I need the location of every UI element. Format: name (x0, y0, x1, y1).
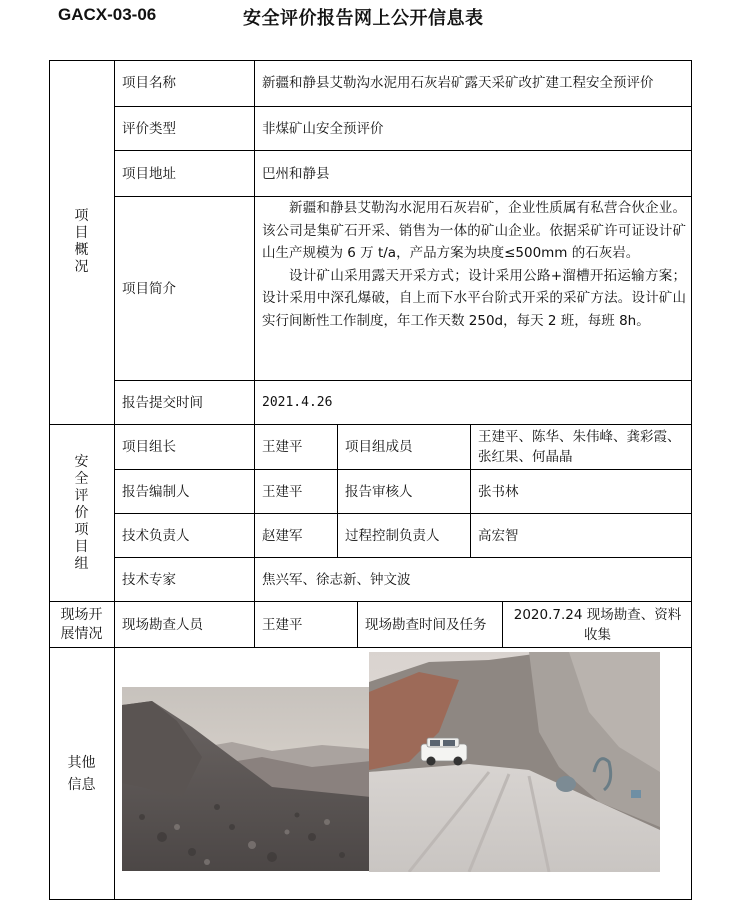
tech-experts-label: 技术专家 (114, 557, 254, 601)
site-time-value: 2020.7.24 现场勘查、资料收集 (502, 601, 692, 647)
report-reviewer-value: 张书林 (470, 469, 692, 513)
project-address-label: 项目地址 (114, 150, 254, 196)
document-code: GACX-03-06 (58, 5, 157, 24)
site-survey-value: 王建平 (254, 601, 357, 647)
document-title: 安全评价报告网上公开信息表 (243, 8, 484, 29)
section-overview: 项目概况 (74, 208, 89, 275)
team-members-value: 王建平、陈华、朱伟峰、龚彩霞、张红果、何晶晶 (470, 424, 692, 469)
project-address-value: 巴州和静县 (254, 150, 692, 196)
process-control-label: 过程控制负责人 (337, 513, 470, 557)
submit-time-label: 报告提交时间 (114, 380, 254, 424)
team-leader-value: 王建平 (254, 424, 337, 469)
quarry-road-photo (369, 652, 660, 872)
eval-type-value: 非煤矿山安全预评价 (254, 106, 692, 150)
tech-lead-value: 赵建军 (254, 513, 337, 557)
tech-experts-value: 焦兴军、徐志新、钟文波 (254, 557, 692, 601)
photos-cell (114, 647, 692, 900)
photo-right (369, 652, 660, 872)
site-survey-label: 现场勘查人员 (114, 601, 254, 647)
submit-time-value: 2021.4.26 (254, 380, 692, 424)
report-author-value: 王建平 (254, 469, 337, 513)
eval-type-label: 评价类型 (114, 106, 254, 150)
mountain-landscape-photo (122, 687, 371, 871)
project-intro-value (254, 196, 692, 380)
intro-paragraph-1: 新疆和静县艾勒沟水泥用石灰岩矿，企业性质属有私营合伙企业。该公司是集矿石开采、销售为一体的矿山企业。依据采矿许可证设计矿山生产规模为 6 万 t/a，产品方案为块度≤500mm 的石灰岩。 (262, 200, 686, 261)
site-time-label: 现场勘查时间及任务 (357, 601, 502, 647)
report-author-label: 报告编制人 (114, 469, 254, 513)
team-leader-label: 项目组长 (114, 424, 254, 469)
info-table (49, 60, 692, 900)
tech-lead-label: 技术负责人 (114, 513, 254, 557)
section-team: 安全评价项目组 (49, 424, 114, 601)
project-intro-label: 项目简介 (114, 196, 254, 380)
section-site: 现场开展情况 (49, 601, 114, 647)
intro-paragraph-2: 设计矿山采用露天开采方式；设计采用公路+溜槽开拓运输方案；设计采用中深孔爆破，自上而下水平台阶式开采的采矿方法。设计矿山实行间断性工作制度，年工作天数 250d，每天 2 班，每班 8h。 (262, 267, 686, 329)
process-control-value: 高宏智 (470, 513, 692, 557)
report-reviewer-label: 报告审核人 (337, 469, 470, 513)
section-other: 其他信息 (49, 647, 114, 900)
project-name-value: 新疆和静县艾勒沟水泥用石灰岩矿露天采矿改扩建工程安全预评价 (254, 60, 692, 106)
photo-left (122, 687, 371, 871)
project-name-label: 项目名称 (114, 60, 254, 106)
team-members-label: 项目组成员 (337, 424, 470, 469)
